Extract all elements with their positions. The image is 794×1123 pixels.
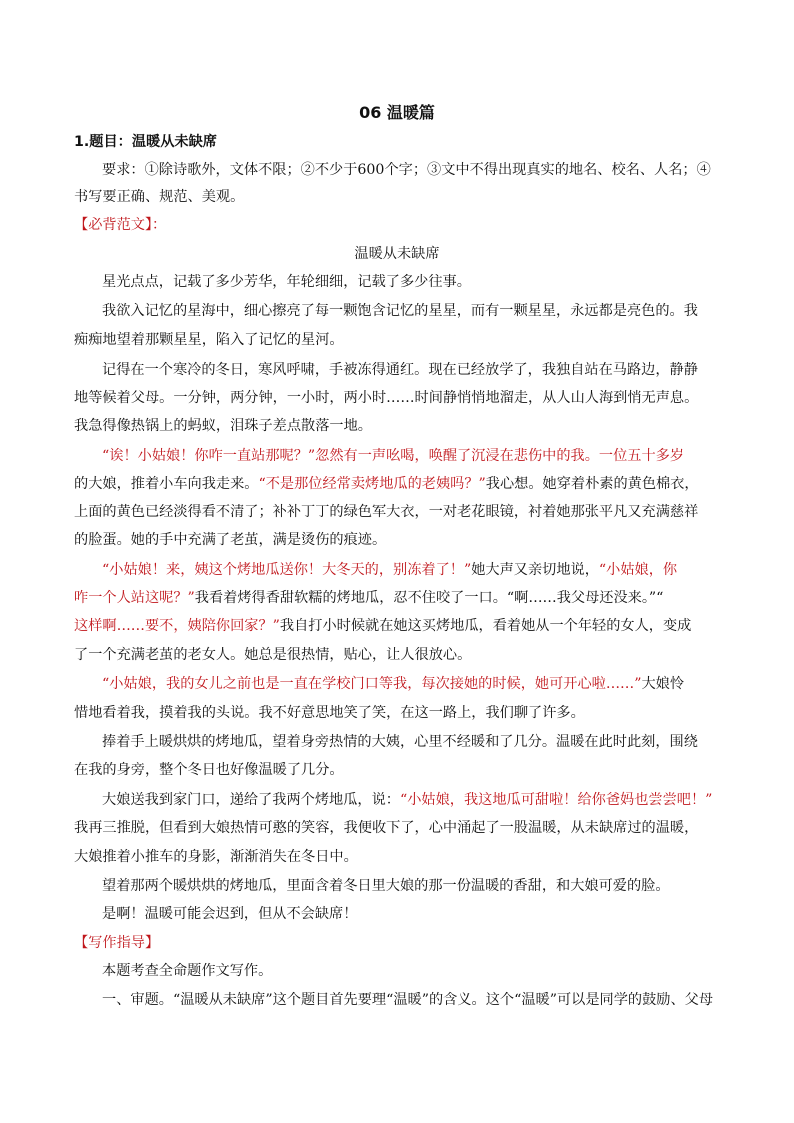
essay-paragraph-7-line-2: 在我的身旁，整个冬日也好像温暖了几分。 — [74, 762, 344, 778]
section-model-heading: 【必背范文】： — [74, 217, 167, 233]
essay-paragraph-5-line-4: 了一个充满老茧的老女人。她总是很热情，贴心，让人很放心。 — [74, 647, 472, 663]
section-guide-heading: 【写作指导】 — [74, 935, 160, 951]
essay-paragraph-1: 星光点点，记载了多少芳华，年轮细细，记载了多少往事。 — [102, 274, 471, 290]
quote-span: “小姑娘，我这地瓜可甜啦！给你爸妈也尝尝吧！” — [399, 792, 713, 808]
quote-span: 咋一个人站这呢？” — [74, 590, 195, 606]
page-title: 06 温暖篇 — [359, 103, 435, 122]
quote-span: “小姑娘，我的女儿之前也是一直在学校门口等我，每次接她的时候，她可开心啦……” — [102, 676, 642, 692]
essay-paragraph-7-line-1: 捧着手上暖烘烘的烤地瓜，望着身旁热情的大姨，心里不经暖和了几分。温暖在此时此刻，围绕 — [102, 734, 698, 750]
requirements-line-2: 书写要正确、规范、美观。 — [74, 189, 245, 205]
essay-paragraph-4-line-3: 上面的黄色已经淡得看不清了；补补丁丁的绿色军大衣，一对老花眼镜，衬着她那张平凡又充满慈祥 — [74, 504, 699, 520]
text-span: 大娘送我到家门口，递给了我两个烤地瓜，说： — [102, 792, 400, 808]
quote-span: 这样啊……要不，姨陪你回家？” — [74, 618, 280, 634]
guide-line-1: 本题考查全命题作文写作。 — [102, 963, 273, 979]
text-span: 我看着烤得香甜软糯的烤地瓜，忍不住咬了一口。“啊……我父母还没来。”“ — [194, 590, 664, 606]
essay-paragraph-8-line-3: 大娘推着小推车的身影，渐渐消失在冬日中。 — [74, 849, 358, 865]
quote-span: “小姑娘，你 — [598, 562, 678, 578]
essay-paragraph-10: 是啊！温暖可能会迟到，但从不会缺席！ — [102, 906, 358, 922]
requirements-line-1: 要求：①除诗歌外，文体不限；②不少于600个字；③文中不得出现真实的地名、校名、人名；④ — [102, 162, 711, 178]
essay-paragraph-8-line-1 — [102, 790, 724, 810]
essay-paragraph-3-line-2: 地等候着父母。一分钟，两分钟，一小时，两小时……时间静悄悄地溜走，从人山人海到悄无声息。 — [74, 390, 699, 406]
essay-paragraph-3-line-1: 记得在一个寒冷的冬日，寒风呼啸，手被冻得通红。现在已经放学了，我独自站在马路边，静静 — [102, 362, 698, 378]
essay-paragraph-3-line-3: 我急得像热锅上的蚂蚁，泪珠子差点散落一地。 — [74, 418, 372, 434]
essay-paragraph-2-line-1: 我欲入记忆的星海中，细心擦亮了每一颗饱含记忆的星星，而有一颗星星，永远都是亮色的。我 — [102, 303, 698, 319]
essay-paragraph-4-line-2 — [74, 474, 724, 494]
text-span: 我心想。她穿着朴素的黄色棉衣， — [485, 476, 699, 492]
text-span: 大娘怜 — [641, 676, 685, 692]
text-span: 她大声又亲切地说， — [471, 562, 599, 578]
essay-paragraph-5-line-1 — [102, 560, 724, 580]
essay-paragraph-5-line-3 — [74, 616, 724, 636]
guide-line-2: 一、审题。“温暖从未缺席”这个题目首先要理“温暖”的含义。这个“温暖”可以是同学的鼓励、父母 — [102, 992, 714, 1008]
essay-paragraph-2-line-2: 痴痴地望着那颗星星，陷入了记忆的星河。 — [74, 332, 344, 348]
essay-paragraph-4-line-4: 的脸蛋。她的手中充满了老茧，满是烫伤的痕迹。 — [74, 532, 387, 548]
text-span: 我自打小时候就在她这买烤地瓜，看着她从一个年轻的女人，变成 — [279, 618, 692, 634]
essay-paragraph-4-line-1: “诶！小姑娘！你咋一直站那呢？”忽然有一声吆喝，唤醒了沉浸在悲伤中的我。一位五十多岁 — [102, 448, 685, 464]
essay-paragraph-6-line-2: 惜地看着我，摸着我的头说。我不好意思地笑了笑，在这一路上，我们聊了许多。 — [74, 705, 585, 721]
text-span: 的大娘，推着小车向我走来。 — [74, 476, 259, 492]
essay-paragraph-5-line-2 — [74, 588, 724, 608]
essay-title: 温暖从未缺席 — [354, 246, 440, 262]
quote-span: “不是那位经常卖烤地瓜的老姨吗？” — [258, 476, 486, 492]
topic-heading: 1.题目：温暖从未缺席 — [74, 134, 217, 150]
essay-paragraph-9: 望着那两个暖烘烘的烤地瓜，里面含着冬日里大娘的那一份温暖的香甜，和大娘可爱的脸。 — [102, 878, 670, 894]
quote-span: “小姑娘！来，姨这个烤地瓜送你！大冬天的，别冻着了！” — [102, 562, 472, 578]
essay-paragraph-6-line-1 — [102, 674, 724, 694]
essay-paragraph-8-line-2: 我再三推脱，但看到大娘热情可憨的笑容，我便收下了，心中涌起了一股温暖，从未缺席过的温暖， — [74, 820, 699, 836]
